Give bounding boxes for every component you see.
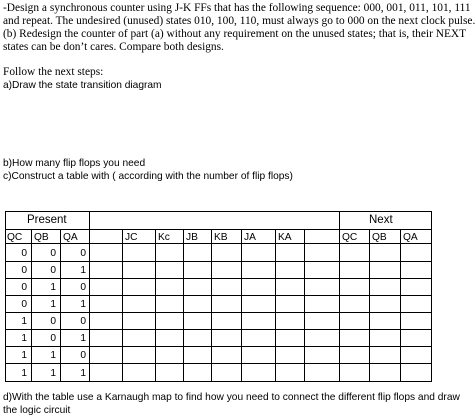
table-line bbox=[5, 363, 432, 364]
col-header-ka: KA bbox=[278, 232, 292, 243]
step-c: c)Construct a table with ( according with the number of flip flops) bbox=[3, 171, 293, 182]
table-cell: 1 bbox=[80, 265, 86, 276]
table-cell: 1 bbox=[21, 350, 27, 361]
col-header-kb: KB bbox=[214, 232, 228, 243]
table-line bbox=[5, 295, 432, 296]
table-line bbox=[241, 229, 242, 382]
problem-line-1: -Design a synchronous counter using J-K FFs that has the following sequence: 000, 001, 011, 101, 111 bbox=[3, 2, 471, 14]
table-line bbox=[339, 211, 340, 382]
table-cell: 1 bbox=[80, 368, 86, 379]
next-group-header: Next bbox=[369, 214, 393, 226]
table-cell: 0 bbox=[21, 248, 27, 259]
table-line bbox=[31, 229, 32, 382]
step-d-continuation: the logic circuit bbox=[3, 405, 71, 416]
table-line bbox=[89, 211, 90, 382]
col-header-present-qa: QA bbox=[63, 232, 78, 243]
table-line bbox=[5, 346, 432, 347]
table-line bbox=[183, 229, 184, 382]
table-cell: 0 bbox=[21, 282, 27, 293]
table-line bbox=[5, 211, 6, 382]
table-cell: 1 bbox=[80, 299, 86, 310]
table-line bbox=[431, 211, 432, 382]
table-line bbox=[5, 381, 432, 382]
col-header-next-qb: QB bbox=[372, 232, 387, 243]
problem-line-3: (b) Redesign the counter of part (a) without any requirement on the unused states; that is, their NEXT bbox=[3, 28, 467, 40]
table-line bbox=[275, 229, 276, 382]
present-group-header: Present bbox=[27, 214, 67, 226]
table-cell: 0 bbox=[80, 248, 86, 259]
step-b: b)How many flip flops you need bbox=[3, 158, 146, 169]
problem-line-4: states can be don’t cares. Compare both designs. bbox=[3, 41, 224, 53]
state-table bbox=[5, 211, 432, 385]
step-d-continuation-clip bbox=[0, 404, 474, 416]
table-cell: 1 bbox=[50, 282, 56, 293]
step-d: d)With the table use a Karnaugh map to find how you need to connect the different flip flops and draw bbox=[3, 392, 460, 403]
col-header-kc: Kc bbox=[158, 232, 170, 243]
table-cell: 1 bbox=[50, 368, 56, 379]
table-cell: 0 bbox=[80, 316, 86, 327]
col-header-next-qc: QC bbox=[342, 232, 358, 243]
col-header-jb: JB bbox=[186, 232, 198, 243]
table-line bbox=[304, 229, 305, 382]
table-cell: 0 bbox=[21, 265, 27, 276]
table-cell: 0 bbox=[50, 333, 56, 344]
table-cell: 1 bbox=[21, 316, 27, 327]
table-line bbox=[5, 261, 432, 262]
steps-intro: Follow the next steps: bbox=[3, 66, 104, 78]
table-cell: 1 bbox=[21, 368, 27, 379]
table-line bbox=[369, 229, 370, 382]
step-a: a)Draw the state transition diagram bbox=[3, 80, 162, 91]
col-header-present-qb: QB bbox=[34, 232, 49, 243]
table-line bbox=[155, 229, 156, 382]
table-line bbox=[5, 229, 432, 230]
col-header-next-qa: QA bbox=[403, 232, 418, 243]
col-header-present-qc: QC bbox=[7, 232, 23, 243]
table-cell: 0 bbox=[80, 282, 86, 293]
table-line bbox=[5, 329, 432, 330]
table-cell: 0 bbox=[50, 248, 56, 259]
table-cell: 0 bbox=[80, 350, 86, 361]
table-cell: 1 bbox=[21, 333, 27, 344]
table-line bbox=[122, 229, 123, 382]
col-header-ja: JA bbox=[244, 232, 256, 243]
table-cell: 1 bbox=[50, 350, 56, 361]
table-line bbox=[211, 229, 212, 382]
col-header-jc: JC bbox=[125, 232, 138, 243]
table-line bbox=[400, 229, 401, 382]
table-line bbox=[5, 312, 432, 313]
table-cell: 1 bbox=[50, 299, 56, 310]
table-cell: 1 bbox=[80, 333, 86, 344]
table-cell: 0 bbox=[50, 316, 56, 327]
table-line bbox=[5, 211, 432, 212]
problem-line-2: and repeat. The undesired (unused) states 010, 100, 110, must always go to 000 on the next clock pulse. bbox=[3, 15, 475, 27]
table-cell: 0 bbox=[50, 265, 56, 276]
table-line bbox=[5, 278, 432, 279]
table-line bbox=[60, 229, 61, 382]
table-cell: 0 bbox=[21, 299, 27, 310]
